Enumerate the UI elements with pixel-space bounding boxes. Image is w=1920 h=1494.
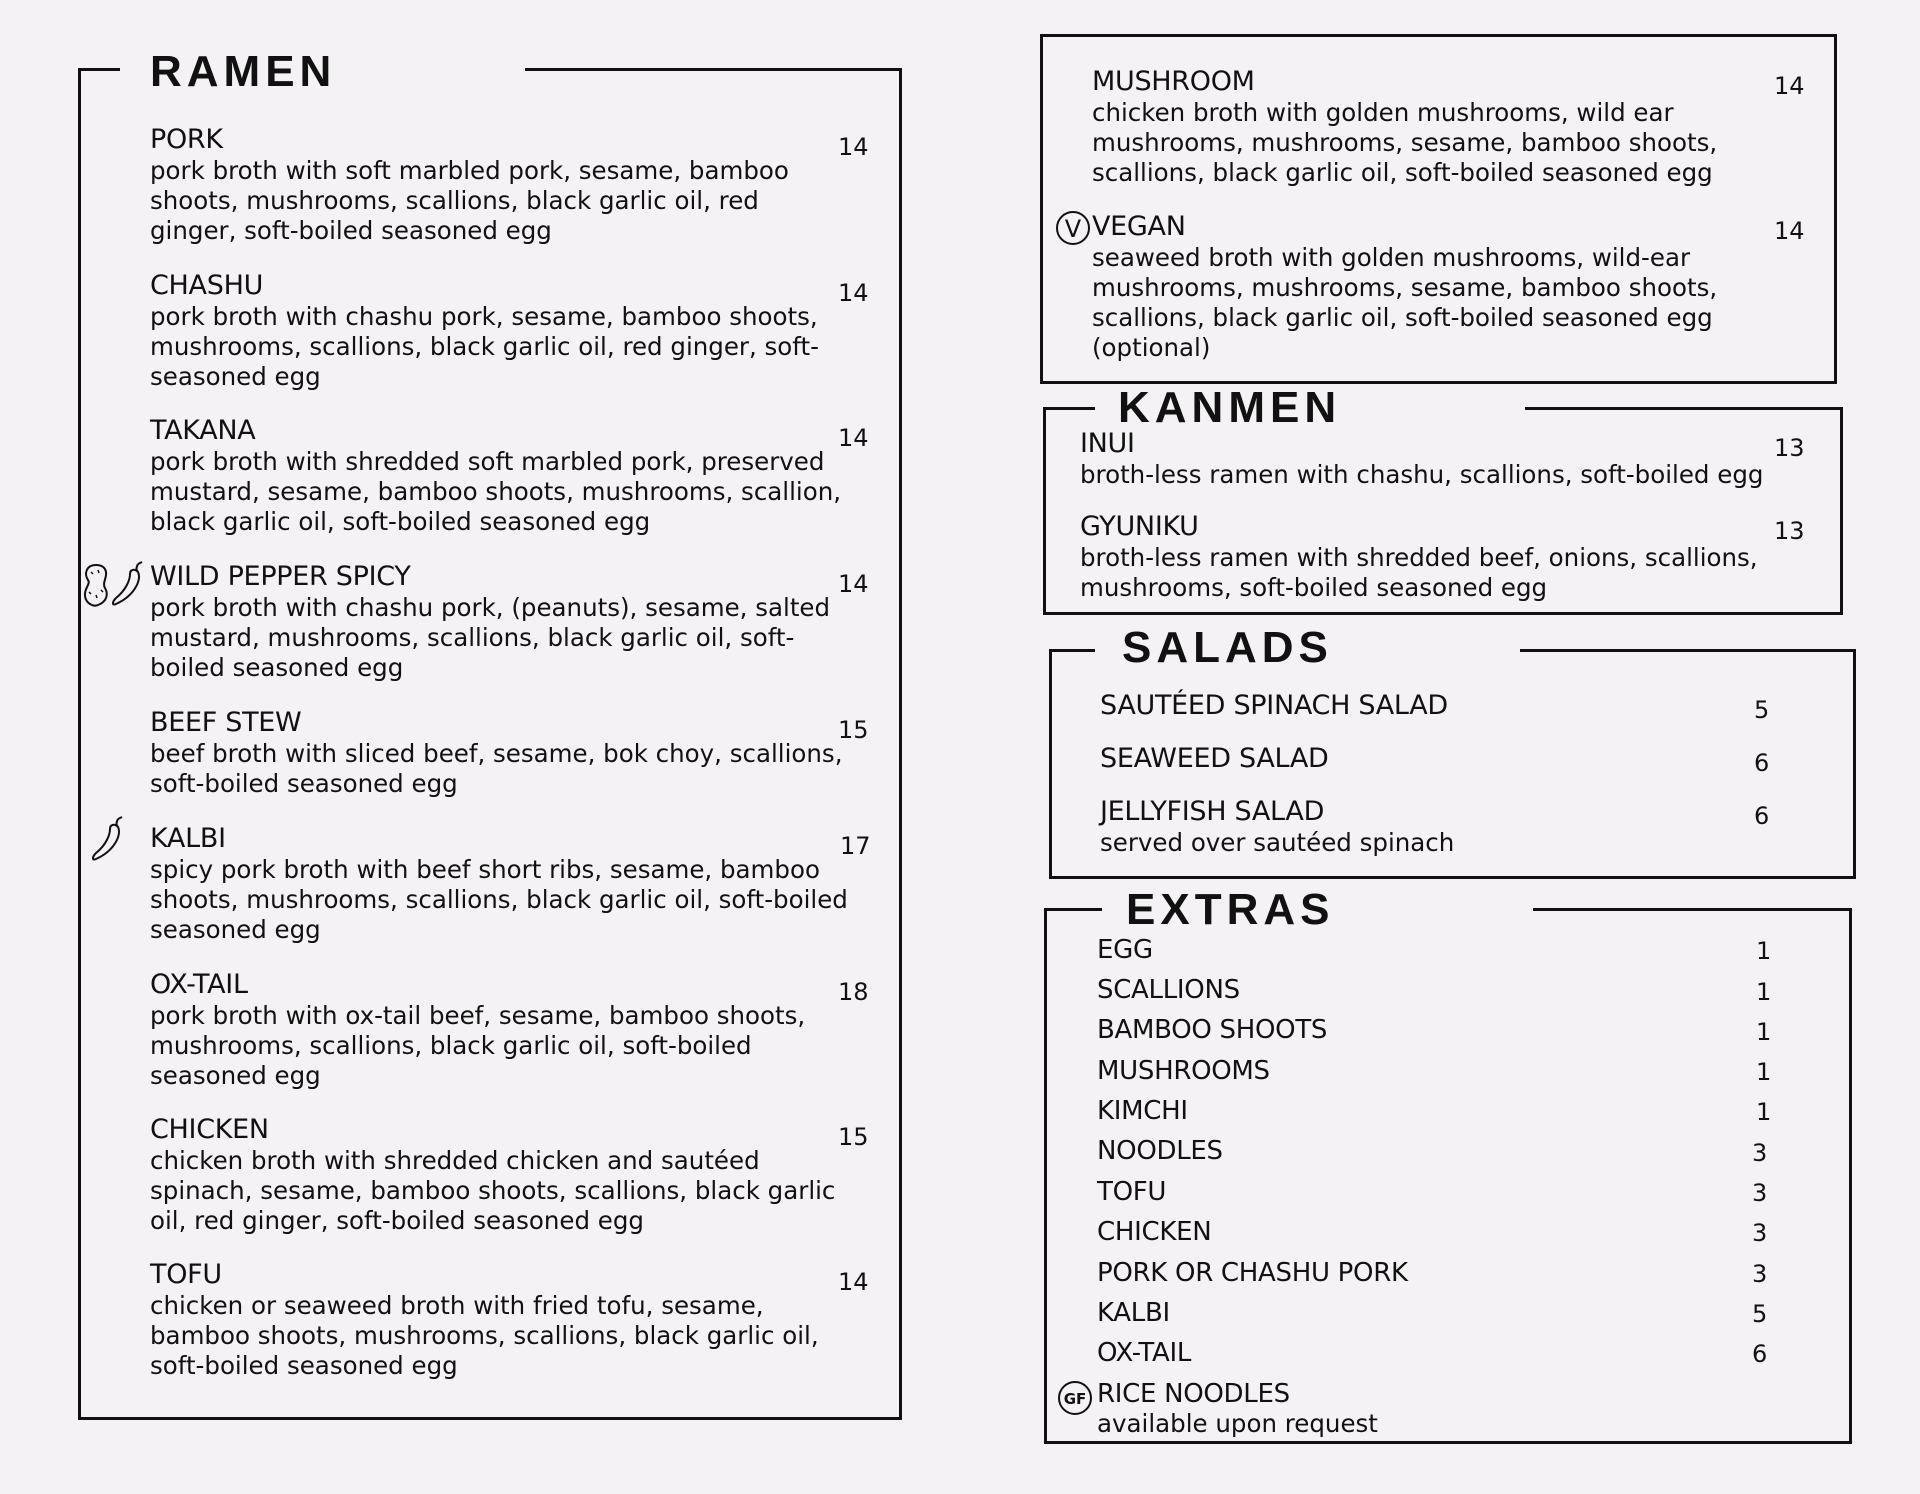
- item-description: pork broth with chashu pork, (peanuts), sesame, salted mustard, mushrooms, scallions, black garlic oil, soft-boiled seasoned egg: [150, 593, 831, 682]
- salads-heading: SALADS: [1122, 623, 1333, 672]
- item-description: broth-less ramen with chashu, scallions, soft-boiled egg: [1080, 460, 1764, 489]
- item-name: VEGAN: [1092, 211, 1186, 242]
- extra-name: BAMBOO SHOOTS: [1097, 1015, 1328, 1045]
- ramen-title-rule-left: [78, 68, 120, 71]
- extra-name: TOFU: [1097, 1177, 1167, 1207]
- extra-name: OX-TAIL: [1097, 1338, 1192, 1368]
- chili-pepper-icon: [88, 815, 128, 865]
- gluten-free-badge-icon: [1057, 1380, 1093, 1416]
- item-name: MUSHROOM: [1092, 66, 1255, 97]
- extras-title-rule-right: [1533, 908, 1852, 911]
- item-description: pork broth with shredded soft marbled pork, preserved mustard, sesame, bamboo shoots, mushrooms, scallion, black garlic oil, soft-boiled seasoned egg: [150, 447, 842, 536]
- salad-name: SAUTÉED SPINACH SALAD: [1100, 690, 1448, 721]
- item-price: 6: [1752, 1340, 1768, 1368]
- item-description: chicken broth with shredded chicken and sautéed spinach, sesame, bamboo shoots, scallions, black garlic oil, red ginger, soft-boiled seasoned egg: [150, 1146, 836, 1235]
- svg-text:GF: GF: [1063, 1390, 1087, 1408]
- kanmen-heading: KANMEN: [1118, 383, 1342, 432]
- menu-item-takana: [150, 415, 850, 537]
- extra-name: KIMCHI: [1097, 1096, 1188, 1126]
- extra-name: EGG: [1097, 935, 1153, 965]
- item-price: 13: [1774, 517, 1805, 545]
- item-description: beef broth with sliced beef, sesame, bok choy, scallions, soft-boiled seasoned egg: [150, 739, 843, 798]
- item-name: PORK: [150, 124, 223, 155]
- item-description: pork broth with soft marbled pork, sesame, bamboo shoots, mushrooms, scallions, black garlic oil, red ginger, soft-boiled seasoned egg: [150, 156, 789, 245]
- svg-text:V: V: [1064, 215, 1082, 243]
- menu-item-beef-stew: [150, 707, 850, 799]
- salads-title-rule-right: [1520, 649, 1856, 652]
- item-description: pork broth with ox-tail beef, sesame, bamboo shoots, mushrooms, scallions, black garlic oil, soft-boiled seasoned egg: [150, 1001, 806, 1090]
- item-name: INUI: [1080, 428, 1135, 459]
- item-price: 1: [1756, 937, 1772, 965]
- item-price: 14: [838, 1268, 869, 1296]
- item-name: TAKANA: [150, 415, 256, 446]
- extra-name: KALBI: [1097, 1298, 1170, 1328]
- menu-item-jellyfish-salad: [1100, 796, 1700, 858]
- item-price: 18: [838, 978, 869, 1006]
- item-price: 5: [1752, 1300, 1768, 1328]
- item-name: WILD PEPPER SPICY: [150, 561, 411, 592]
- menu-item-ox-tail: [150, 969, 840, 1091]
- extras-heading: EXTRAS: [1126, 885, 1335, 934]
- item-name: CHICKEN: [150, 1114, 269, 1145]
- item-name: TOFU: [150, 1259, 222, 1290]
- menu-item-tofu: [150, 1259, 840, 1381]
- item-description: spicy pork broth with beef short ribs, sesame, bamboo shoots, mushrooms, scallions, black garlic oil, soft-boiled seasoned egg: [150, 855, 848, 944]
- item-description: chicken broth with golden mushrooms, wild ear mushrooms, mushrooms, sesame, bamboo shoots, scallions, black garlic oil, soft-boiled seasoned egg: [1092, 98, 1718, 187]
- extra-name: NOODLES: [1097, 1136, 1223, 1166]
- kanmen-title-rule-left: [1043, 407, 1095, 410]
- item-price: 14: [1774, 217, 1805, 245]
- item-price: 14: [1774, 72, 1805, 100]
- item-price: 14: [838, 279, 869, 307]
- extra-name: PORK OR CHASHU PORK: [1097, 1258, 1408, 1288]
- item-price: 1: [1756, 1058, 1772, 1086]
- item-name: CHASHU: [150, 270, 264, 301]
- item-price: 1: [1756, 978, 1772, 1006]
- menu-item-wild-pepper-spicy: [150, 561, 840, 683]
- extra-name: SCALLIONS: [1097, 975, 1240, 1005]
- extra-name: MUSHROOMS: [1097, 1056, 1270, 1086]
- item-description: broth-less ramen with shredded beef, onions, scallions, mushrooms, soft-boiled seasoned egg: [1080, 543, 1758, 602]
- extra-name: CHICKEN: [1097, 1217, 1212, 1247]
- item-price: 14: [838, 424, 869, 452]
- menu-item-rice-noodles: [1097, 1379, 1597, 1439]
- ramen-heading: RAMEN: [150, 47, 337, 96]
- item-description: seaweed broth with golden mushrooms, wild-ear mushrooms, mushrooms, sesame, bamboo shoots, scallions, black garlic oil, soft-boiled seasoned egg (optional): [1092, 243, 1718, 362]
- extras-title-rule-left: [1044, 908, 1102, 911]
- kanmen-title-rule-right: [1525, 407, 1843, 410]
- item-price: 3: [1752, 1219, 1768, 1247]
- menu-item-gyuniku: [1080, 511, 1780, 603]
- salad-name: SEAWEED SALAD: [1100, 743, 1329, 774]
- item-price: 1: [1756, 1098, 1772, 1126]
- menu-item-kalbi: [150, 823, 855, 945]
- item-price: 5: [1754, 696, 1770, 724]
- item-price: 15: [838, 716, 869, 744]
- menu-item-inui: [1080, 428, 1790, 490]
- item-price: 14: [838, 570, 869, 598]
- menu-item-pork: [150, 124, 850, 246]
- item-price: 3: [1752, 1139, 1768, 1167]
- item-price: 6: [1754, 802, 1770, 830]
- item-name: JELLYFISH SALAD: [1100, 796, 1325, 827]
- item-description: available upon request: [1097, 1409, 1378, 1438]
- extra-name: RICE NOODLES: [1097, 1379, 1290, 1409]
- item-price: 13: [1774, 434, 1805, 462]
- item-name: GYUNIKU: [1080, 511, 1199, 542]
- menu-item-chicken: [150, 1114, 850, 1236]
- item-description: pork broth with chashu pork, sesame, bamboo shoots, mushrooms, scallions, black garlic oil, red ginger, soft-seasoned egg: [150, 302, 819, 391]
- salads-title-rule-left: [1049, 649, 1095, 652]
- menu-item-mushroom: [1092, 66, 1752, 188]
- item-name: KALBI: [150, 823, 226, 854]
- item-price: 3: [1752, 1179, 1768, 1207]
- item-price: 3: [1752, 1260, 1768, 1288]
- item-description: served over sautéed spinach: [1100, 828, 1455, 857]
- item-price: 14: [838, 133, 869, 161]
- item-price: 1: [1756, 1018, 1772, 1046]
- item-name: BEEF STEW: [150, 707, 302, 738]
- menu-item-vegan: [1092, 211, 1752, 363]
- item-price: 17: [840, 832, 871, 860]
- chili-pepper-icon: [108, 560, 148, 610]
- item-description: chicken or seaweed broth with fried tofu, sesame, bamboo shoots, mushrooms, scallions, black garlic oil, soft-boiled seasoned egg: [150, 1291, 819, 1380]
- ramen-title-rule-right: [525, 68, 902, 71]
- item-price: 6: [1754, 749, 1770, 777]
- menu-item-chashu: [150, 270, 840, 392]
- vegan-badge-icon: [1055, 210, 1091, 246]
- item-price: 15: [838, 1123, 869, 1151]
- item-name: OX-TAIL: [150, 969, 248, 1000]
